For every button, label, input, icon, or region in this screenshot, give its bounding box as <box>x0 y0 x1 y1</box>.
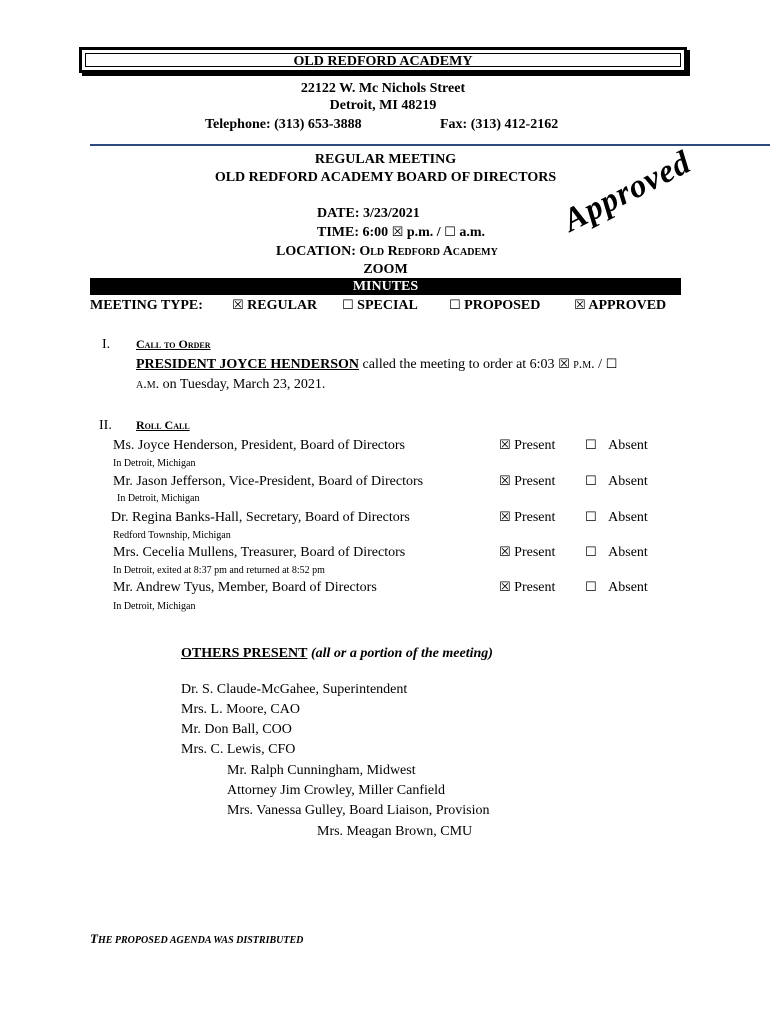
am-label: a.m. <box>455 225 485 240</box>
member-note: In Detroit, Michigan <box>113 601 196 612</box>
absent-checkbox: ☐ <box>585 474 597 489</box>
telephone: Telephone: (313) 653-3888 <box>205 117 362 132</box>
section-numeral: II. <box>99 418 112 433</box>
meeting-date: DATE: 3/23/2021 <box>317 206 420 221</box>
attendee: Mr. Don Ball, COO <box>181 722 292 737</box>
city: Detroit, MI 48219 <box>329 98 437 113</box>
member-name: Dr. Regina Banks-Hall, Secretary, Board of Directors <box>111 510 410 525</box>
address: 22122 W. Mc Nichols Street <box>300 81 466 96</box>
absent-status: ☐ Absent <box>585 474 648 489</box>
member-note: In Detroit, exited at 8:37 pm and returned at 8:52 pm <box>113 565 325 576</box>
member-note: In Detroit, Michigan <box>117 493 200 504</box>
present-status: ☒ Present <box>499 545 556 560</box>
present-status: ☒ Present <box>499 438 556 453</box>
minutes-label: MINUTES <box>352 279 419 294</box>
zoom-label: ZOOM <box>363 262 408 277</box>
regular-checkbox: ☒ <box>232 298 244 313</box>
absent-status: ☐ Absent <box>585 438 648 453</box>
present-status: ☒ Present <box>499 474 556 489</box>
attendee: Mrs. Vanessa Gulley, Board Liaison, Provision <box>227 803 490 818</box>
meeting-location <box>276 244 498 260</box>
call-to-order-line2: a.m. on Tuesday, March 23, 2021. <box>136 377 326 392</box>
meeting-type-proposed: ☐ PROPOSED <box>449 298 541 313</box>
pm-checkbox: ☒ <box>558 357 570 372</box>
present-checkbox: ☒ <box>499 545 511 560</box>
attendee: Dr. S. Claude-McGahee, Superintendent <box>181 682 408 697</box>
meeting-type-regular: ☒ REGULAR <box>232 298 318 313</box>
member-note: Redford Township, Michigan <box>113 530 231 541</box>
meeting-type-label: MEETING TYPE: <box>90 298 203 313</box>
board-name: OLD REDFORD ACADEMY BOARD OF DIRECTORS <box>214 170 557 185</box>
approved-checkbox: ☒ <box>574 298 586 313</box>
am-checkbox: ☐ <box>605 357 618 372</box>
location-value: Old Redford Academy <box>359 244 498 259</box>
attendee: Mrs. C. Lewis, CFO <box>181 742 296 757</box>
section-numeral: I. <box>102 337 111 352</box>
section-heading: Call to Order <box>136 337 211 351</box>
absent-checkbox: ☐ <box>585 545 597 560</box>
org-name: OLD REDFORD ACADEMY <box>293 54 473 69</box>
present-checkbox: ☒ <box>499 510 511 525</box>
time-prefix: TIME: 6:00 <box>317 225 392 240</box>
call-to-order-line1: PRESIDENT JOYCE HENDERSON called the meeting to order at 6:03 ☒ p.m. / ☐ <box>136 357 618 372</box>
absent-status: ☐ Absent <box>585 545 648 560</box>
meeting-title: REGULAR MEETING <box>314 152 457 167</box>
agenda-note: THE PROPOSED AGENDA WAS DISTRIBUTED <box>90 931 304 946</box>
fax: Fax: (313) 412-2162 <box>440 117 559 132</box>
present-status: ☒ Present <box>499 580 556 595</box>
minutes-bar <box>90 278 681 295</box>
meeting-time <box>317 225 485 241</box>
present-checkbox: ☒ <box>499 580 511 595</box>
present-checkbox: ☒ <box>499 474 511 489</box>
location-prefix: LOCATION: <box>276 244 360 259</box>
member-name: Mr. Jason Jefferson, Vice-President, Board of Directors <box>113 474 424 489</box>
approved-stamp: Approved <box>557 144 698 240</box>
attendee: Mrs. L. Moore, CAO <box>181 702 300 717</box>
absent-checkbox: ☐ <box>585 580 597 595</box>
president-name: PRESIDENT JOYCE HENDERSON <box>136 357 360 372</box>
meeting-type-special: ☐ SPECIAL <box>342 298 418 313</box>
pm-checkbox: ☒ <box>391 225 404 240</box>
absent-checkbox: ☐ <box>585 438 597 453</box>
meeting-type-approved: ☒ APPROVED <box>574 298 667 313</box>
proposed-checkbox: ☐ <box>449 298 461 313</box>
attendee: Attorney Jim Crowley, Miller Canfield <box>227 783 445 798</box>
member-name: Ms. Joyce Henderson, President, Board of Directors <box>113 438 405 453</box>
absent-status: ☐ Absent <box>585 580 648 595</box>
others-present-heading: OTHERS PRESENT (all or a portion of the meeting) <box>181 646 493 661</box>
absent-checkbox: ☐ <box>585 510 597 525</box>
am-checkbox: ☐ <box>444 225 456 240</box>
attendee: Mr. Ralph Cunningham, Midwest <box>227 763 416 778</box>
present-status: ☒ Present <box>499 510 556 525</box>
header-rule <box>90 144 770 146</box>
present-checkbox: ☒ <box>499 438 511 453</box>
pm-label: p.m. / <box>403 225 445 240</box>
member-name: Mr. Andrew Tyus, Member, Board of Directors <box>113 580 377 595</box>
member-note: In Detroit, Michigan <box>113 458 196 469</box>
special-checkbox: ☐ <box>342 298 354 313</box>
attendee: Mrs. Meagan Brown, CMU <box>317 824 473 839</box>
absent-status: ☐ Absent <box>585 510 648 525</box>
member-name: Mrs. Cecelia Mullens, Treasurer, Board of Directors <box>113 545 406 560</box>
section-heading: Roll Call <box>136 418 190 432</box>
